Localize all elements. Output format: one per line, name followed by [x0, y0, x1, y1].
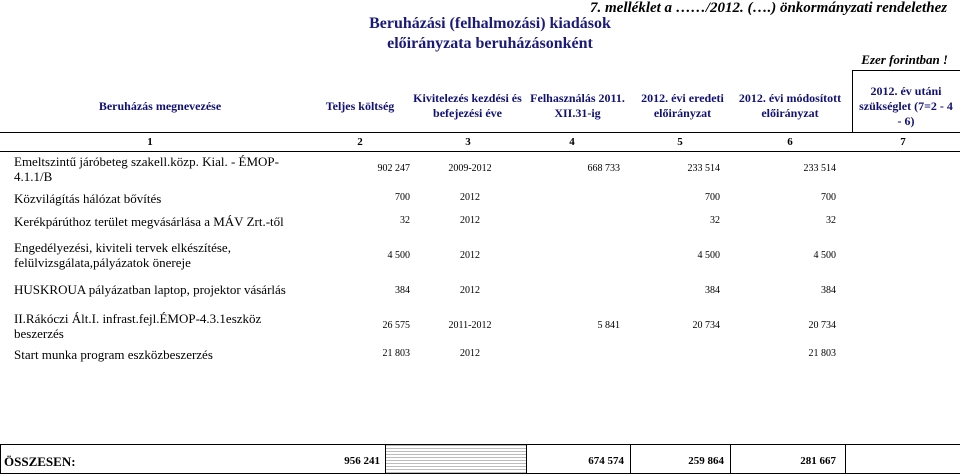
row-6-name: II.Rákóczi Ált.I. infrast.fejl.ÉMOP-4.3.1eszköz beszerzés	[14, 311, 262, 341]
col-num-2: 2	[357, 136, 363, 148]
col-header-used: Felhasználás 2011. XII.31-ig	[530, 91, 625, 120]
col-header-name: Beruházás megnevezése	[98, 98, 222, 113]
colnum-bottom-border	[0, 151, 960, 152]
row-6-orig: 20 734	[692, 320, 720, 331]
row-5-name: HUSKROUA pályázatban laptop, projektor vásárlás	[14, 282, 286, 297]
col-num-3: 3	[465, 136, 471, 148]
totals-divider-3	[630, 444, 631, 474]
row-6-mod: 20 734	[808, 320, 836, 331]
row-1-name: Emeltszintű járóbeteg szakell.közp. Kial. - ÉMOP-4.1.1/B	[14, 154, 279, 184]
row-3-years: 2012	[460, 215, 480, 226]
totals-divider-5	[845, 444, 846, 474]
col-header-original: 2012. évi eredeti előirányzat	[641, 91, 724, 120]
row-7-mod: 21 803	[808, 348, 836, 359]
row-1-total: 902 247	[377, 163, 410, 174]
row-4-total: 4 500	[387, 250, 410, 261]
row-2-years: 2012	[460, 192, 480, 203]
col-num-4: 4	[569, 136, 575, 148]
row-3-name: Kerékpárúthoz terület megvásárlása a MÁV Zrt.-től	[14, 214, 284, 229]
row-7-years: 2012	[460, 348, 480, 359]
row-6-total: 26 575	[382, 320, 410, 331]
row-1-mod: 233 514	[803, 163, 836, 174]
row-4-mod: 4 500	[813, 250, 836, 261]
row-5-mod: 384	[821, 285, 836, 296]
currency-note: Ezer forintban !	[861, 52, 948, 67]
row-2-total: 700	[395, 192, 410, 203]
row-1-used: 668 733	[587, 163, 620, 174]
row-3-orig: 32	[710, 215, 720, 226]
totals-left-border	[0, 444, 1, 474]
col-header-modified: 2012. évi módosított előirányzat	[738, 91, 842, 120]
title-line-1: Beruházási (felhalmozási) kiadások	[369, 15, 611, 32]
header-right-box	[852, 70, 853, 132]
col-header-years: Kivitelezés kezdési és befejezési éve	[413, 91, 522, 120]
totals-used: 674 574	[588, 455, 624, 467]
totals-label: ÖSSZESEN:	[4, 454, 76, 469]
totals-divider-4	[730, 444, 731, 474]
row-5-orig: 384	[705, 285, 720, 296]
totals-hatched-cell	[386, 445, 526, 473]
document-title	[350, 14, 630, 54]
col-num-1: 1	[147, 136, 153, 148]
header-top-border	[852, 70, 960, 71]
row-4-name: Engedélyezési, kiviteli tervek elkészítése, felülvizsgálata,pályázatok önereje	[14, 240, 231, 270]
totals-divider-2	[526, 444, 527, 474]
row-3-total: 32	[400, 215, 410, 226]
row-7-name: Start munka program eszközbeszerzés	[14, 347, 213, 362]
totals-total: 956 241	[344, 455, 380, 467]
totals-orig: 259 864	[688, 455, 724, 467]
row-2-orig: 700	[705, 192, 720, 203]
col-header-need: 2012. év utáni szükséglet (7=2 - 4 - 6)	[859, 83, 953, 128]
row-1-years: 2009-2012	[448, 163, 492, 174]
col-num-5: 5	[677, 136, 683, 148]
row-6-used: 5 841	[597, 320, 620, 331]
row-2-name: Közvilágítás hálózat bővítés	[14, 191, 162, 206]
row-4-years: 2012	[460, 250, 480, 261]
col-header-total: Teljes költség	[325, 98, 395, 113]
row-2-mod: 700	[821, 192, 836, 203]
col-num-6: 6	[787, 136, 793, 148]
header-bottom-border	[0, 132, 960, 133]
row-5-total: 384	[395, 285, 410, 296]
col-num-7: 7	[900, 136, 906, 148]
row-6-years: 2011-2012	[448, 320, 492, 331]
title-line-2: előirányzata beruházásonként	[387, 35, 593, 52]
totals-mod: 281 667	[800, 455, 836, 467]
annex-reference: 7. melléklet a ……/2012. (….) önkormányzati rendelethez	[590, 0, 948, 16]
row-5-years: 2012	[460, 285, 480, 296]
row-7-total: 21 803	[382, 348, 410, 359]
row-3-mod: 32	[826, 215, 836, 226]
row-1-orig: 233 514	[687, 163, 720, 174]
row-4-orig: 4 500	[697, 250, 720, 261]
